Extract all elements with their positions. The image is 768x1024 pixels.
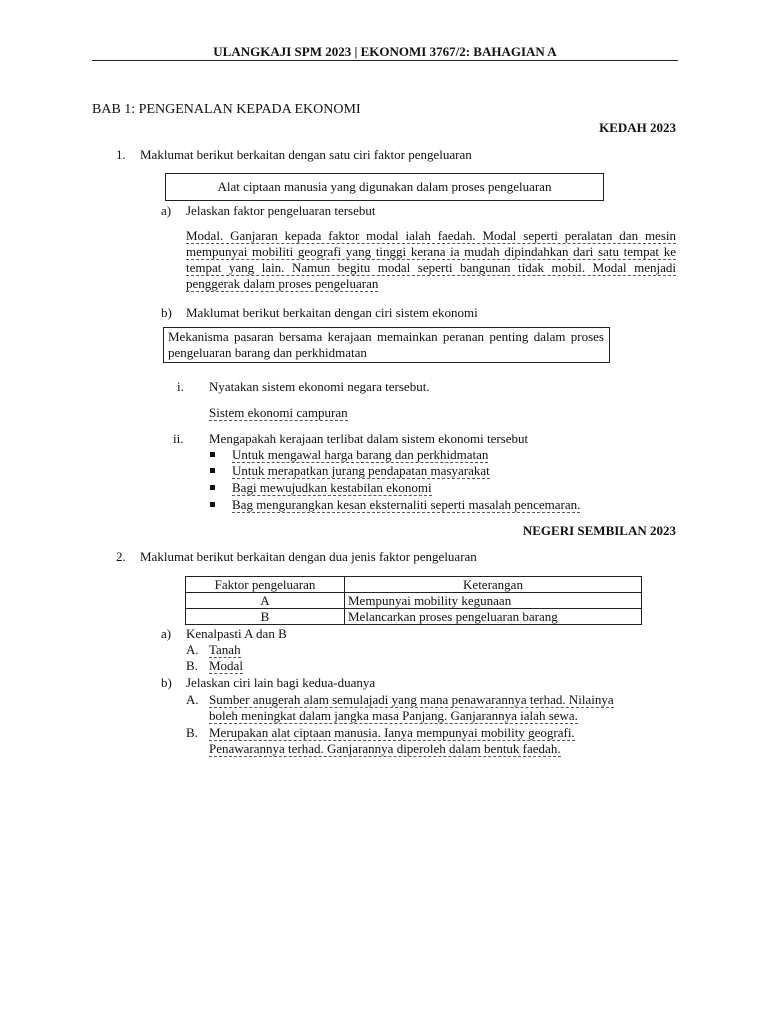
q2-a-answer: Tanah [209, 642, 241, 657]
table-row [186, 593, 642, 609]
bullet-icon [210, 485, 215, 490]
header-rule [92, 60, 678, 61]
q1-i-question: Nyatakan sistem ekonomi negara tersebut. [209, 379, 430, 394]
q2-b-answer-line: Merupakan alat ciptaan manusia. Ianya mempunyai mobility geografi. [209, 725, 575, 740]
q1-b-info-box-text: Mekanisma pasaran bersama kerajaan memainkan peranan penting dalam proses pengeluaran barang dan perkhidmatan [168, 329, 604, 360]
bullet-icon [210, 452, 215, 457]
q1-ii-bullet: Untuk merapatkan jurang pendapatan masyarakat [232, 463, 490, 478]
q1-source: KEDAH 2023 [599, 120, 676, 135]
q1-a-label: a) [161, 203, 172, 218]
q2-b-answer-line: boleh meningkat dalam jangka masa Panjang. Ganjarannya ialah sewa. [209, 708, 578, 723]
table-cell: A [186, 593, 345, 609]
q2-b-answer-line: Penawarannya terhad. Ganjarannya diperoleh dalam bentuk faedah. [209, 741, 561, 756]
q1-a-answer-text: Modal. Ganjaran kepada faktor modal ialah faedah. Modal seperti peralatan dan mesin mempunyai mobiliti geografi yang tinggi kerana ia mudah dipindahkan dari satu tempat ke tempat yang lain. Namun begitu modal seperti bangunan tidak mobil. Modal menjadi penggerak dalam proses pengeluaran [186, 228, 676, 291]
q1-info-box [165, 173, 604, 201]
table-header-cell: Keterangan [345, 577, 642, 593]
q2-b-label: b) [161, 675, 172, 690]
q2-b-answer-line: Sumber anugerah alam semulajadi yang mana penawarannya terhad. Nilainya [209, 692, 614, 707]
q2-b-question: Jelaskan ciri lain bagi kedua-duanya [186, 675, 376, 690]
chapter-title: BAB 1: PENGENALAN KEPADA EKONOMI [92, 102, 361, 117]
table-header-cell: Faktor pengeluaran [186, 577, 345, 593]
table-cell: Mempunyai mobility kegunaan [345, 593, 642, 609]
q1-number: 1. [116, 147, 126, 162]
q2-number: 2. [116, 549, 126, 564]
table-header-row [186, 577, 642, 593]
q2-b-answer-label: A. [186, 692, 199, 707]
q2-a-answer-label: A. [186, 642, 199, 657]
q2-a-answer: Modal [209, 658, 243, 673]
q2-a-label: a) [161, 626, 172, 641]
q1-ii-bullet: Untuk mengawal harga barang dan perkhidmatan [232, 447, 489, 462]
q1-info-box-text: Alat ciptaan manusia yang digunakan dalam proses pengeluaran [217, 179, 552, 194]
bullet-icon [210, 502, 215, 507]
q1-a-question: Jelaskan faktor pengeluaran tersebut [186, 203, 376, 218]
q1-b-label: b) [161, 305, 172, 320]
q2-a-answer-label: B. [186, 658, 198, 673]
q1-stem: Maklumat berikut berkaitan dengan satu ciri faktor pengeluaran [140, 147, 472, 162]
q1-i-answer: Sistem ekonomi campuran [209, 405, 348, 420]
q1-ii-bullet: Bag mengurangkan kesan eksternaliti seperti masalah pencemaran. [232, 497, 581, 512]
q2-b-answer-label: B. [186, 725, 198, 740]
q2-source: NEGERI SEMBILAN 2023 [522, 523, 676, 538]
q1-b-info-box [163, 327, 610, 363]
table-cell: B [186, 609, 345, 625]
bullet-icon [210, 468, 215, 473]
table-row [186, 609, 642, 625]
table-cell: Melancarkan proses pengeluaran barang [345, 609, 642, 625]
q1-a-answer [186, 228, 676, 292]
q1-i-label: i. [177, 379, 184, 394]
q2-table [185, 576, 642, 625]
q1-ii-label: ii. [173, 431, 184, 446]
q2-a-question: Kenalpasti A dan B [186, 626, 287, 641]
q2-stem: Maklumat berikut berkaitan dengan dua jenis faktor pengeluaran [140, 549, 477, 564]
page-header: ULANGKAJI SPM 2023 | EKONOMI 3767/2: BAHAGIAN A [213, 44, 557, 59]
q1-b-question: Maklumat berikut berkaitan dengan ciri sistem ekonomi [186, 305, 478, 320]
q1-ii-question: Mengapakah kerajaan terlibat dalam sistem ekonomi tersebut [209, 431, 529, 446]
q1-ii-bullet: Bagi mewujudkan kestabilan ekonomi [232, 480, 432, 495]
